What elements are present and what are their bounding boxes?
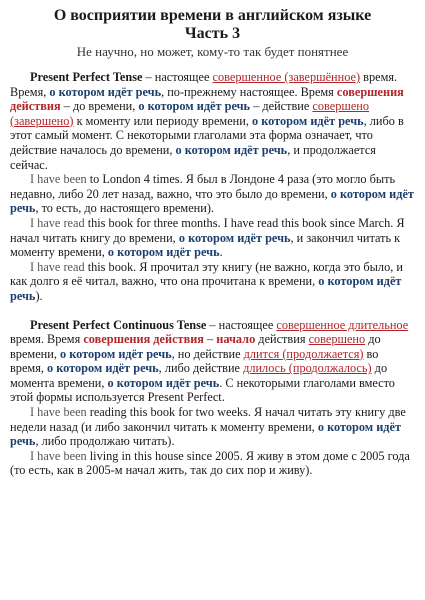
highlight-blue: о котором идёт речь xyxy=(49,84,162,99)
text: до момента времени, xyxy=(10,361,388,390)
highlight-red: совершенное длительное xyxy=(276,317,409,332)
example-paragraph xyxy=(10,216,415,260)
page-subtitle: Не научно, но может, кому-то так будет понятнее xyxy=(76,44,349,59)
part-label: Часть 3 xyxy=(184,25,241,42)
example-verb: I have read xyxy=(30,215,85,230)
text: действия xyxy=(255,332,309,347)
text: – настоящее xyxy=(206,317,277,332)
text: to London 4 times. Я был в Лондоне 4 раза (это могло быть недавно, либо 20 лет назад, важно, что это было до времени, xyxy=(10,172,396,201)
text: reading this book for two weeks. Я начал читать эту книгу две недели назад (и либо закончил читать к моменту времени, xyxy=(10,405,406,434)
highlight-red-bold: совершения действия xyxy=(10,84,404,114)
text: , либо продолжаю читать). xyxy=(35,434,175,449)
highlight-blue: о котором идёт речь xyxy=(47,361,159,376)
highlight-blue: о котором идёт речь xyxy=(107,245,220,260)
text: , либо в этот самый момент. С некоторыми глаголами эта форма означает, что действие началось до времени, xyxy=(10,113,404,157)
highlight-blue: о котором идёт речь xyxy=(10,186,414,216)
highlight-red: длится (продолжается) xyxy=(243,346,364,361)
section-spacer xyxy=(10,304,415,318)
text: к моменту или периоду времени, xyxy=(73,113,252,128)
text: , либо действие xyxy=(158,361,244,376)
text: – до времени, xyxy=(60,99,139,114)
text: , но действие xyxy=(171,346,244,361)
highlight-blue: о котором идёт речь xyxy=(59,346,172,361)
highlight-red: совершенное (завершённое) xyxy=(212,70,361,84)
present-perfect-continuous-definition xyxy=(10,318,415,406)
example-verb: I have read xyxy=(30,259,85,274)
text: , то есть, до настоящего времени). xyxy=(35,201,215,216)
text: , и закончил читать к моменту времени, xyxy=(10,230,401,260)
highlight-blue: о котором идёт речь xyxy=(251,113,364,128)
highlight-blue: о котором идёт речь xyxy=(175,142,288,157)
example-paragraph xyxy=(10,260,415,304)
highlight-blue: о котором идёт речь xyxy=(178,230,291,245)
highlight-red-bold: начало xyxy=(216,332,256,347)
text: , и продолжается сейчас. xyxy=(10,142,376,172)
highlight-blue: о котором идёт речь xyxy=(10,274,402,303)
text: , по-прежнему настоящее. Время xyxy=(161,84,337,99)
text: время. Время xyxy=(10,332,84,347)
example-paragraph xyxy=(10,172,415,216)
example-verb: I have been xyxy=(30,448,87,463)
text: во время, xyxy=(10,346,379,376)
present-perfect-definition xyxy=(10,70,415,172)
highlight-red: совершено xyxy=(312,99,370,114)
example-verb: I have been xyxy=(30,405,87,420)
highlight-blue: о котором идёт речь xyxy=(10,419,402,449)
text: . С некоторыми глаголами вместо этой формы используется Present Perfect. xyxy=(10,375,395,405)
page-title: О восприятии времени в английском языке xyxy=(53,7,372,24)
highlight-red: (завершено) xyxy=(10,113,74,128)
highlight-blue: о котором идёт речь xyxy=(107,375,220,390)
highlight-red: длилось (продолжалось) xyxy=(243,361,372,376)
example-paragraph xyxy=(10,405,415,449)
text: – настоящее xyxy=(142,70,213,84)
highlight-red: совершено xyxy=(308,332,366,347)
highlight-blue: о котором идёт речь xyxy=(138,99,251,114)
text: – действие xyxy=(250,99,313,114)
text: время. Время, xyxy=(10,70,398,99)
text: this book. Я прочитал эту книгу (не важно, когда это было, и как долго я её читал, важно, что она прочитана к времени, xyxy=(10,259,403,289)
highlight-red-bold: совершения действия xyxy=(83,332,204,347)
text: this book for three months. I have read this book since March. Я начал читать книгу до времени, xyxy=(10,215,405,245)
example-paragraph xyxy=(10,449,415,478)
text: ). xyxy=(35,288,43,303)
example-verb: I have been xyxy=(30,172,87,187)
text: living in this house since 2005. Я живу в этом доме с 2005 года (то есть, как в 2005-м начал жить, так до сих пор и живу). xyxy=(10,448,410,478)
text: до времени, xyxy=(10,332,381,361)
term-present-perfect-continuous: Present Perfect Continuous Tense xyxy=(30,317,207,332)
text: – xyxy=(203,332,217,347)
term-present-perfect: Present Perfect Tense xyxy=(30,70,143,84)
text: . xyxy=(219,245,223,260)
